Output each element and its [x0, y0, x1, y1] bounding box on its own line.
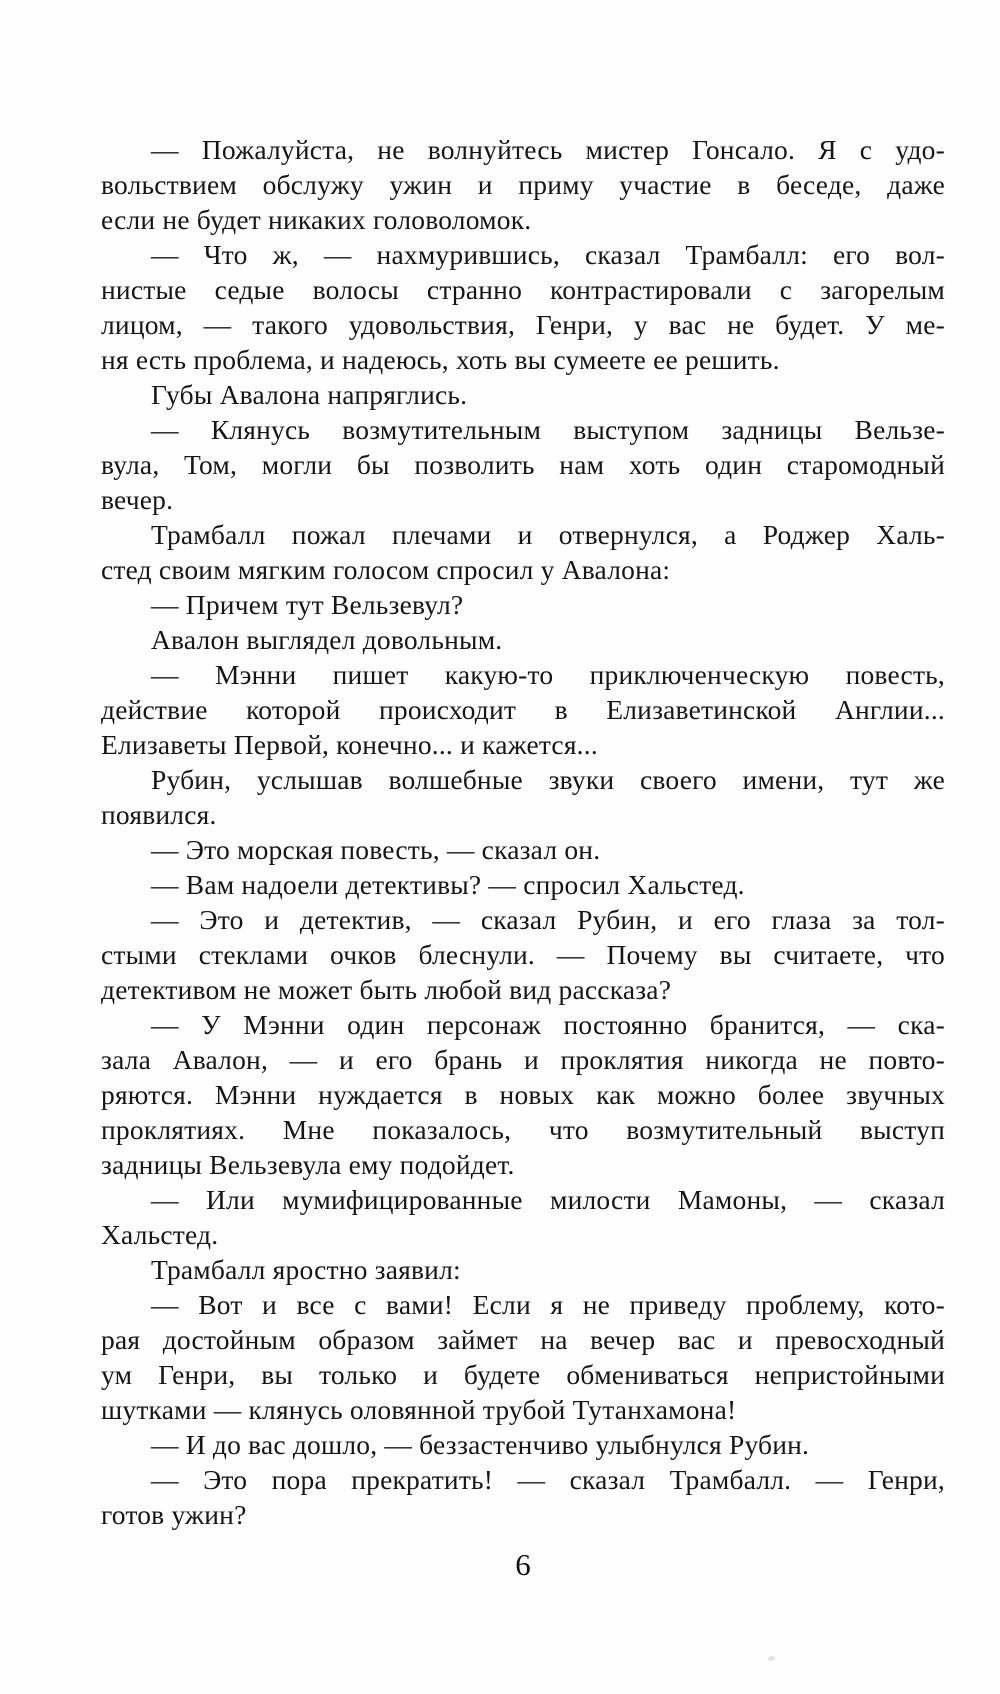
text-line: — Клянусь возмутительным выступом задницы Вельзе- [151, 414, 945, 445]
text-line: Трамбалл яростно заявил: [151, 1254, 461, 1285]
text-line: ряются. Мэнни нуждается в новых как можно более звучных [101, 1079, 945, 1110]
text-line: Трамбалл пожал плечами и отвернулся, а Роджер Халь- [151, 519, 945, 550]
text-line: шутками — клянусь оловянной трубой Тутанхамона! [101, 1394, 737, 1425]
text-line: детективом не может быть любой вид рассказа? [101, 974, 672, 1005]
text-line: готов ужин? [101, 1499, 247, 1530]
text-line: — У Мэнни один персонаж постоянно бранится, — ска- [151, 1009, 945, 1040]
text-line: — Причем тут Вельзевул? [151, 589, 464, 620]
text-line: задницы Вельзевула ему подойдет. [101, 1149, 515, 1180]
text-line: стед своим мягким голосом спросил у Авалона: [101, 554, 671, 585]
scan-speckle [768, 1656, 775, 1661]
text-line: — Это пора прекратить! — сказал Трамбалл. — Генри, [151, 1464, 945, 1495]
text-line: Губы Авалона напряглись. [151, 379, 468, 410]
text-line: если не будет никаких головоломок. [101, 204, 532, 235]
text-line: — Вам надоели детективы? — спросил Хальстед. [151, 869, 745, 900]
text-line: — И до вас дошло, — беззастенчиво улыбнулся Рубин. [151, 1429, 810, 1460]
text-line: лицом, — такого удовольствия, Генри, у вас не будет. У ме- [101, 309, 945, 340]
text-line: ня есть проблема, и надеюсь, хоть вы сумеете ее решить. [101, 344, 780, 375]
text-line: ум Генри, вы только и будете обмениваться непристойными [101, 1359, 945, 1390]
text-line: — Это и детектив, — сказал Рубин, и его глаза за тол- [151, 904, 945, 935]
text-line: появился. [101, 799, 217, 830]
text-line: — Пожалуйста, не волнуйтесь мистер Гонсало. Я с удо- [151, 134, 945, 165]
text-line: Хальстед. [101, 1219, 219, 1250]
text-line: — Это морская повесть, — сказал он. [151, 834, 601, 865]
text-line: зала Авалон, — и его брань и проклятия никогда не повто- [101, 1044, 945, 1075]
text-line: — Или мумифицированные милости Мамоны, — сказал [151, 1184, 945, 1215]
text-line: рая достойным образом займет на вечер вас и превосходный [101, 1324, 945, 1355]
text-line: действие которой происходит в Елизаветинской Англии... [101, 694, 945, 725]
text-line: — Что ж, — нахмурившись, сказал Трамбалл: его вол- [151, 239, 945, 270]
page-text [101, 132, 945, 1532]
text-line: вечер. [101, 484, 174, 515]
text-line: — Вот и все с вами! Если я не приведу проблему, кото- [151, 1289, 945, 1320]
text-line: Елизаветы Первой, конечно... и кажется... [101, 729, 598, 760]
text-line: проклятиях. Мне показалось, что возмутительный выступ [101, 1114, 945, 1145]
text-line: вольствием обслужу ужин и приму участие в беседе, даже [101, 169, 945, 200]
text-line: Рубин, услышав волшебные звуки своего имени, тут же [151, 764, 945, 795]
page-number: 6 [515, 1547, 531, 1582]
text-line: — Мэнни пишет какую-то приключенческую повесть, [151, 659, 945, 690]
text-line: нистые седые волосы странно контрастировали с загорелым [101, 274, 945, 305]
text-line: Авалон выглядел довольным. [151, 624, 503, 655]
text-line: стыми стеклами очков блеснули. — Почему вы считаете, что [101, 939, 945, 970]
text-line: вула, Том, могли бы позволить нам хоть один старомодный [101, 449, 945, 480]
